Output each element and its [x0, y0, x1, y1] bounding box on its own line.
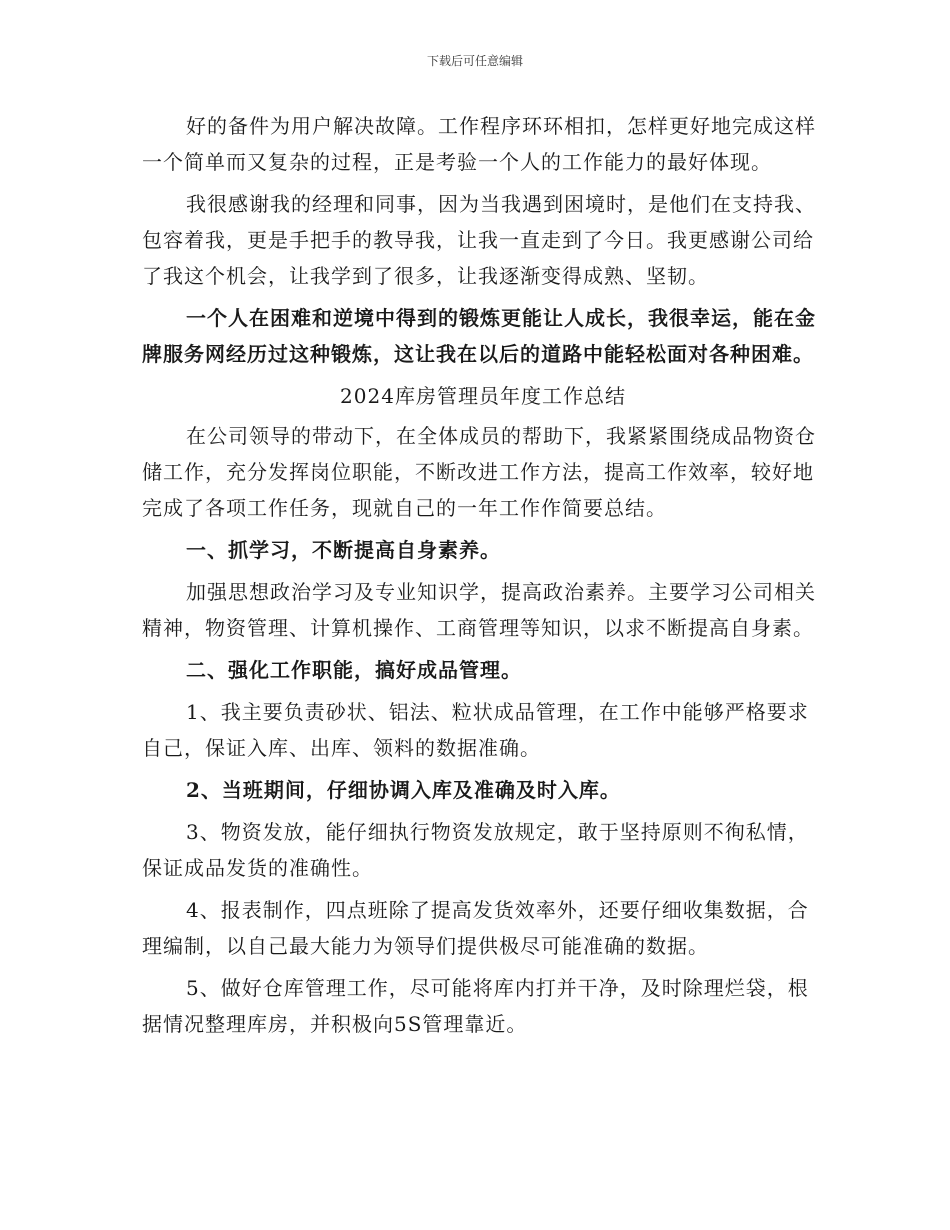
- document-body: [142, 108, 824, 1048]
- paragraph: 加强思想政治学习及专业知识学，提高政治素养。主要学习公司相关精神，物资管理、计算机操作、工商管理等知识，以求不断提高自身素。: [142, 580, 816, 640]
- list-item-bold: 2、当班期间，仔细协调入库及准确及时入库。: [186, 778, 621, 802]
- bold-paragraph: 一个人在困难和逆境中得到的锻炼更能让人成长，我很幸运，能在金牌服务网经历过这种锻炼，这让我在以后的道路中能轻松面对各种困难。: [142, 306, 816, 366]
- paragraph: 我很感谢我的经理和同事，因为当我遇到困境时，是他们在支持我、包容着我，更是手把手的教导我，让我一直走到了今日。我更感谢公司给了我这个机会，让我学到了很多，让我逐渐变得成熟、坚韧。: [142, 192, 816, 288]
- list-item: 5、做好仓库管理工作，尽可能将库内打并干净，及时除理烂袋，根据情况整理库房，并积极向5S管理靠近。: [142, 976, 809, 1036]
- paragraph: 好的备件为用户解决故障。工作程序环环相扣，怎样更好地完成这样一个简单而又复杂的过程，正是考验一个人的工作能力的最好体现。: [142, 114, 816, 174]
- document-title: 2024库房管理员年度工作总结: [340, 384, 626, 408]
- list-item: 4、报表制作，四点班除了提高发货效率外，还要仔细收集数据，合理编制，以自己最大能力为领导们提供极尽可能准确的数据。: [142, 898, 809, 958]
- section-heading: 一、抓学习，不断提高自身素养。: [186, 538, 501, 562]
- list-item: 3、物资发放，能仔细执行物资发放规定，敢于坚持原则不徇私情，保证成品发货的准确性。: [142, 820, 809, 880]
- list-item: 1、我主要负责砂状、铝法、粒状成品管理，在工作中能够严格要求自己，保证入库、出库、领料的数据准确。: [142, 700, 809, 760]
- paragraph: 在公司领导的带动下，在全体成员的帮助下，我紧紧围绕成品物资仓储工作，充分发挥岗位职能，不断改进工作方法，提高工作效率，较好地完成了各项工作任务，现就自己的一年工作作简要总结。: [142, 424, 816, 520]
- section-heading: 二、强化工作职能，搞好成品管理。: [186, 658, 522, 682]
- page-header: 下载后可任意编辑: [426, 54, 523, 68]
